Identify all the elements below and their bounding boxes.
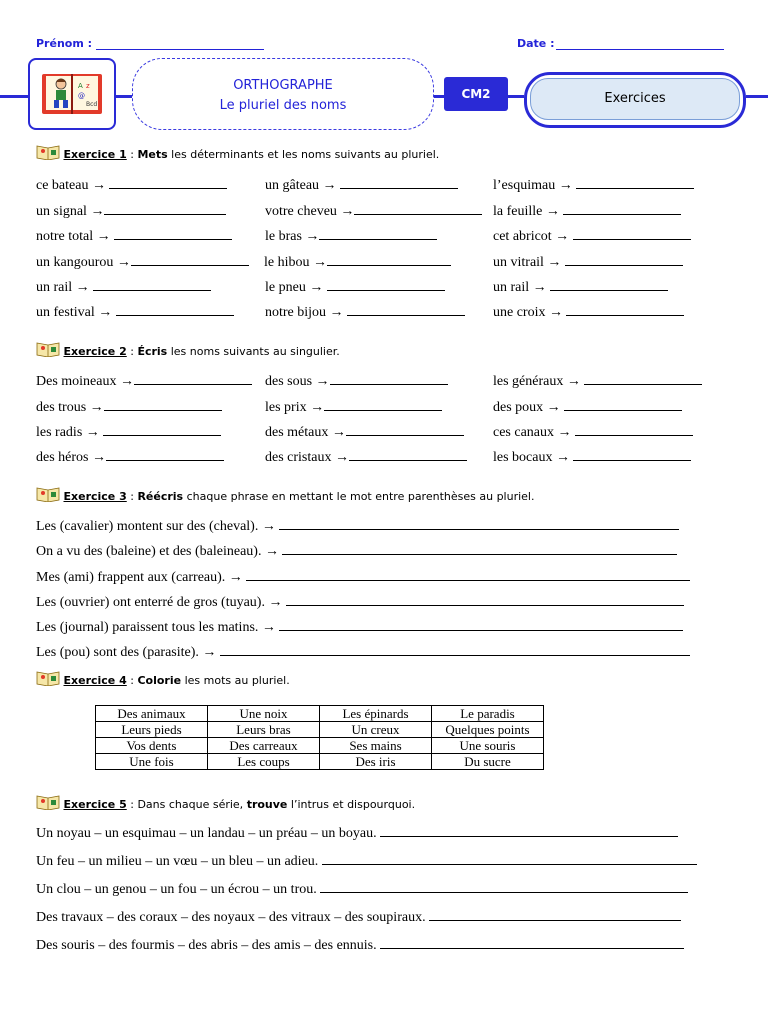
ex2-item: des héros → [36,448,224,467]
ex1-item: l’esquimau → [493,176,694,195]
open-book-icon [36,486,60,502]
answer-blank[interactable] [573,448,691,461]
answer-blank[interactable] [566,303,684,316]
section-frame [524,72,746,128]
table-row [96,706,544,722]
answer-blank[interactable] [354,202,482,215]
word-cell[interactable]: Quelques points [432,722,544,738]
ex1-item: le hibou → [264,253,451,272]
ex3-sentence: Les (cavalier) montent sur des (cheval). → [36,517,679,536]
answer-blank[interactable] [327,253,451,266]
open-book-icon [36,794,60,810]
answer-blank[interactable] [576,176,694,189]
word-cell[interactable]: Du sucre [432,754,544,770]
answer-blank[interactable] [324,398,442,411]
header-line-left [0,95,28,98]
ex5-series: Un noyau – un esquimau – un landau – un préau – un boyau. [36,824,678,843]
table-row [96,754,544,770]
ex2-item: des sous → [265,372,448,391]
ex2-item: Des moineaux → [36,372,252,391]
ex1-item: un vitrail → [493,253,683,272]
answer-line[interactable] [286,593,684,606]
ex2-item: des cristaux → [265,448,467,467]
word-cell[interactable]: Un creux [320,722,432,738]
ex1-item: un signal → [36,202,226,221]
ex3-sentence: Les (pou) sont des (parasite). → [36,643,690,662]
open-book-icon [36,670,60,686]
ex3-sentence: Mes (ami) frappent aux (carreau). → [36,568,690,587]
title-line1: ORTHOGRAPHE [233,78,333,93]
answer-line[interactable] [320,880,688,893]
answer-line[interactable] [279,517,679,530]
ex2-item: des métaux → [265,423,464,442]
ex5-series: Un feu – un milieu – un vœu – un bleu – un adieu. [36,852,697,871]
exercise-4-instruction: les mots au pluriel. [181,674,290,687]
ex5-series: Des travaux – des coraux – des noyaux – des vitraux – des soupiraux. [36,908,681,927]
open-book-icon [36,341,60,357]
answer-blank[interactable] [563,202,681,215]
logo-frame [28,58,116,130]
date-field[interactable] [556,49,724,50]
ex1-item: la feuille → [493,202,681,221]
exercise-1-instruction: les déterminants et les noms suivants au pluriel. [167,148,440,161]
ex2-item: les généraux → [493,372,702,391]
word-cell[interactable]: Une souris [432,738,544,754]
answer-blank[interactable] [349,448,467,461]
answer-line[interactable] [279,618,683,631]
ex1-item: le pneu → [265,278,445,297]
exercise-5-instruction: l’intrus et dispourquoi. [287,798,416,811]
ex2-item: ces canaux → [493,423,693,442]
title-line2: Le pluriel des noms [219,98,347,113]
ex1-item: ce bateau → [36,176,227,195]
word-cell[interactable]: Une fois [96,754,208,770]
answer-blank[interactable] [550,278,668,291]
section-title: Exercices [530,78,740,120]
exercise-3-number: Exercice 3 [63,490,127,503]
answer-blank[interactable] [134,372,252,385]
exercise-5-number: Exercice 5 [63,798,127,811]
ex1-item: un kangourou → [36,253,249,272]
svg-text:A: A [78,82,83,90]
exercise-2-verb: Écris [137,345,168,358]
ex1-item: un rail → [36,278,211,297]
ex3-sentence: Les (journal) paraissent tous les matins. → [36,618,683,637]
header-line-mid3 [508,95,524,98]
exercise-5-verb: trouve [246,798,288,811]
answer-blank[interactable] [575,423,693,436]
exercise-3-verb: Réécris [137,490,184,503]
exercise-4-header: Exercice 4 : Colorie les mots au pluriel. [36,670,290,687]
word-cell[interactable]: Une noix [208,706,320,722]
exercise-4-verb: Colorie [137,674,182,687]
level-badge: CM2 [444,77,508,111]
answer-blank[interactable] [584,372,702,385]
prenom-label: Prénom : [36,37,93,50]
ex1-item: une croix → [493,303,684,322]
word-cell[interactable]: Des animaux [96,706,208,722]
header-line-mid1 [114,95,132,98]
word-cell[interactable]: Des iris [320,754,432,770]
answer-blank[interactable] [573,227,691,240]
answer-blank[interactable] [103,423,221,436]
table-row [96,722,544,738]
answer-blank[interactable] [131,253,249,266]
exercise-2-header: Exercice 2 : Écris les noms suivants au singulier. [36,341,340,358]
exercise-3-instruction: chaque phrase en mettant le mot entre parenthèses au pluriel. [183,490,535,503]
title-box [132,58,434,130]
ex1-item: un rail → [493,278,668,297]
svg-text:Bcd: Bcd [86,101,98,108]
header-line-right [746,95,768,98]
exercise-5-header: Exercice 5 : Dans chaque série, trouve l’intrus et dispourquoi. [36,794,415,811]
exercise-1-header: Exercice 1 : Mets les déterminants et les noms suivants au pluriel. [36,144,439,161]
ex2-item: les prix → [265,398,442,417]
table-row [96,738,544,754]
word-cell[interactable]: Ses mains [320,738,432,754]
open-book-icon [36,144,60,160]
answer-line[interactable] [246,568,690,581]
answer-blank[interactable] [327,278,445,291]
answer-blank[interactable] [346,423,464,436]
ex1-item: un gâteau → [265,176,458,195]
answer-blank[interactable] [93,278,211,291]
exercise-1-number: Exercice 1 [63,148,127,161]
ex2-item: des poux → [493,398,682,417]
answer-blank[interactable] [565,253,683,266]
answer-blank[interactable] [340,176,458,189]
exercise-3-header: Exercice 3 : Réécris chaque phrase en mettant le mot entre parenthèses au pluriel. [36,486,534,503]
answer-blank[interactable] [104,398,222,411]
ex5-series: Un clou – un genou – un fou – un écrou – un trou. [36,880,688,899]
exercise-1-verb: Mets [137,148,168,161]
answer-line[interactable] [282,542,677,555]
ex1-item: le bras → [265,227,437,246]
svg-text:@: @ [78,92,85,100]
ex2-item: les bocaux → [493,448,691,467]
word-cell[interactable]: Vos dents [96,738,208,754]
prenom-field[interactable] [96,49,264,50]
ex1-item: un festival → [36,303,234,322]
answer-blank[interactable] [109,176,227,189]
ex1-item: votre cheveu → [265,202,482,221]
word-cell[interactable]: Leurs bras [208,722,320,738]
ex2-item: des trous → [36,398,222,417]
answer-blank[interactable] [106,448,224,461]
exercise-2-number: Exercice 2 [63,345,127,358]
answer-blank[interactable] [319,227,437,240]
exercise-2-instruction: les noms suivants au singulier. [167,345,340,358]
coloring-table [95,705,544,770]
ex1-item: cet abricot → [493,227,691,246]
answer-blank[interactable] [330,372,448,385]
answer-blank[interactable] [104,202,226,215]
word-cell[interactable]: Le paradis [432,706,544,722]
ex5-series: Des souris – des fourmis – des abris – des amis – des ennuis. [36,936,684,955]
word-cell[interactable]: Les épinards [320,706,432,722]
date-label: Date : [517,37,555,50]
answer-line[interactable] [429,908,681,921]
exercise-4-number: Exercice 4 [63,674,127,687]
answer-blank[interactable] [116,303,234,316]
ex3-sentence: Les (ouvrier) ont enterré de gros (tuyau). → [36,593,684,612]
answer-line[interactable] [380,936,684,949]
answer-blank[interactable] [564,398,682,411]
answer-blank[interactable] [347,303,465,316]
ex1-item: notre total → [36,227,232,246]
answer-line[interactable] [322,852,697,865]
svg-text:z: z [86,82,90,90]
word-cell[interactable]: Leurs pieds [96,722,208,738]
reading-child-icon [30,60,114,128]
ex2-item: les radis → [36,423,221,442]
exercise-5-prefix: Dans chaque série, [137,798,247,811]
word-cell[interactable]: Des carreaux [208,738,320,754]
word-cell[interactable]: Les coups [208,754,320,770]
ex1-item: notre bijou → [265,303,465,322]
answer-line[interactable] [380,824,678,837]
answer-blank[interactable] [114,227,232,240]
ex3-sentence: On a vu des (baleine) et des (baleineau). → [36,542,677,561]
answer-line[interactable] [220,643,690,656]
